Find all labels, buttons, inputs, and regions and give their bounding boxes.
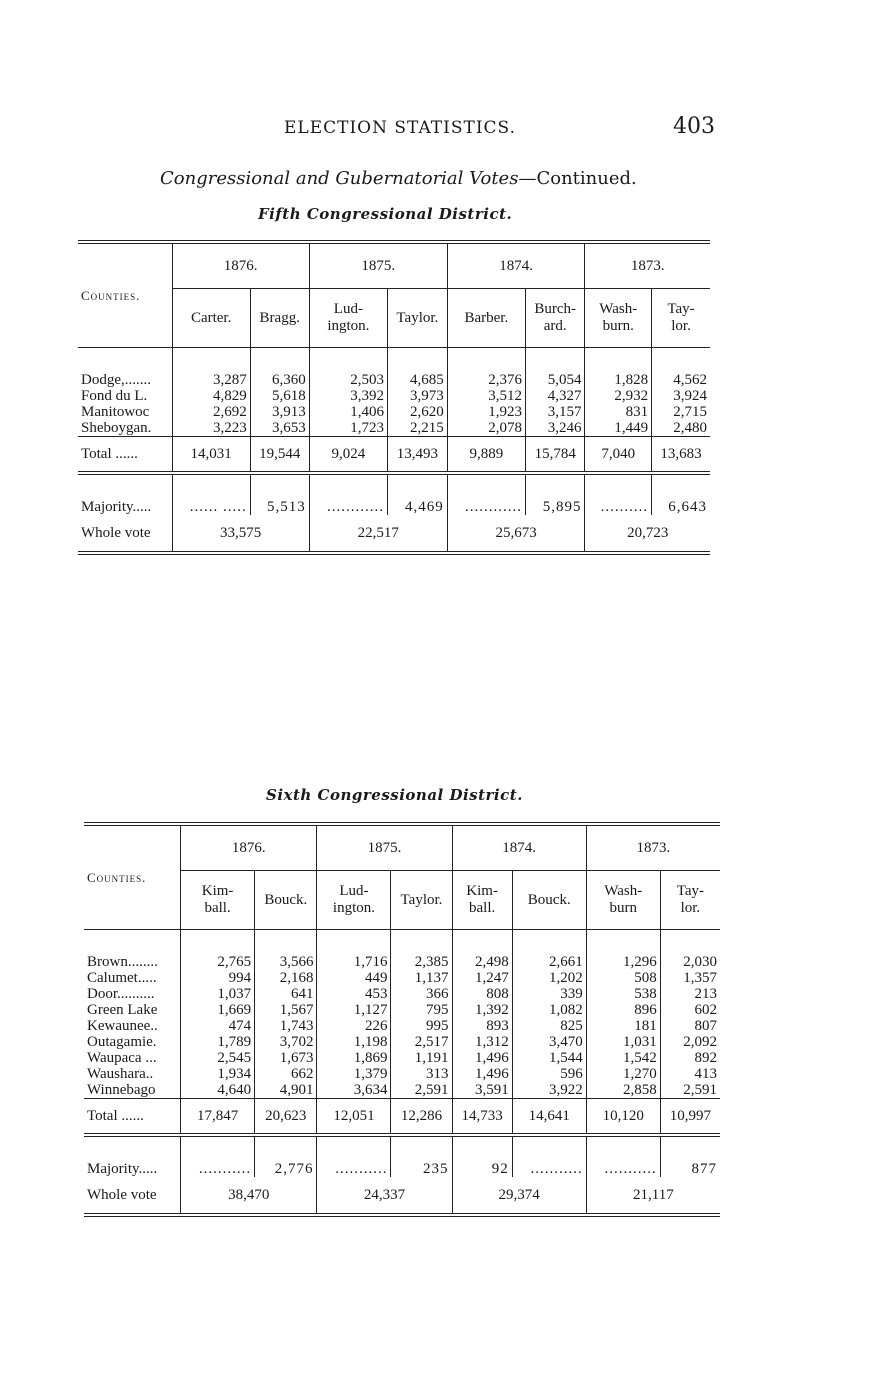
- vote-cell: 1,312: [452, 1034, 512, 1050]
- whole-vote-cell: 24,337: [317, 1177, 452, 1215]
- majority-cell: 877: [660, 1135, 720, 1177]
- spacer-cell: [652, 348, 710, 373]
- total-cell: 19,544: [250, 437, 309, 474]
- vote-cell: 641: [255, 986, 317, 1002]
- vote-cell: 3,973: [387, 388, 447, 404]
- candidate-name-line: Lud-: [333, 301, 363, 317]
- vote-cell: 313: [391, 1066, 452, 1082]
- vote-cell: 3,702: [255, 1034, 317, 1050]
- county-name: Sheboygan.: [81, 420, 152, 436]
- majority-cell: ...........: [512, 1135, 586, 1177]
- vote-cell: 662: [255, 1066, 317, 1082]
- whole-vote-cell: 22,517: [309, 515, 447, 553]
- candidate-header: [309, 289, 387, 348]
- vote-cell: 2,591: [391, 1082, 452, 1099]
- whole-vote-cell: 20,723: [585, 515, 710, 553]
- candidate-name-line: Tay-: [667, 301, 695, 317]
- candidate-header: [317, 871, 391, 930]
- vote-cell: 4,685: [387, 372, 447, 388]
- total-cell: 13,493: [387, 437, 447, 474]
- vote-cell: 2,858: [586, 1082, 660, 1099]
- candidate-name-line: Wash-: [599, 301, 638, 317]
- county-name: Kewaunee..: [87, 1018, 158, 1034]
- majority-cell: 2,776: [255, 1135, 317, 1177]
- candidate-name-line: ard.: [543, 318, 567, 334]
- vote-cell: 4,829: [172, 388, 250, 404]
- page-subtitle: [160, 168, 640, 189]
- spacer-cell: [317, 930, 391, 955]
- vote-cell: 1,723: [309, 420, 387, 437]
- vote-cell: 474: [181, 1018, 255, 1034]
- spacer-row: [78, 348, 710, 373]
- year-header: 1873.: [585, 242, 710, 289]
- majority-cell: 5,895: [525, 473, 584, 515]
- running-head: ELECTION STATISTICS.: [284, 118, 516, 138]
- candidate-header: [585, 289, 652, 348]
- vote-cell: 831: [585, 404, 652, 420]
- vote-cell: 896: [586, 1002, 660, 1018]
- vote-cell: 596: [512, 1066, 586, 1082]
- county-name: Brown........: [87, 954, 158, 970]
- county-row: [84, 1066, 720, 1082]
- vote-cell: 1,673: [255, 1050, 317, 1066]
- vote-cell: 2,480: [652, 420, 710, 437]
- county-name: Door..........: [87, 986, 155, 1002]
- year-header: 1874.: [452, 824, 586, 871]
- vote-cell: 3,566: [255, 954, 317, 970]
- vote-cell: 1,789: [181, 1034, 255, 1050]
- county-name: Green Lake: [87, 1002, 158, 1018]
- vote-cell: 2,591: [660, 1082, 720, 1099]
- vote-cell: 1,716: [317, 954, 391, 970]
- vote-cell: 453: [317, 986, 391, 1002]
- vote-cell: 1,828: [585, 372, 652, 388]
- vote-cell: 3,223: [172, 420, 250, 437]
- candidate-name-line: Carter.: [190, 309, 232, 326]
- vote-cell: 3,653: [250, 420, 309, 437]
- vote-cell: 181: [586, 1018, 660, 1034]
- county-name: Fond du L.: [81, 388, 148, 404]
- total-cell: 7,040: [585, 437, 652, 474]
- vote-cell: 1,496: [452, 1050, 512, 1066]
- vote-cell: 2,661: [512, 954, 586, 970]
- total-cell: 14,733: [452, 1099, 512, 1136]
- year-header-row: [84, 824, 720, 871]
- county-name: Manitowoc: [81, 404, 150, 420]
- spacer-cell: [585, 348, 652, 373]
- spacer-cell: [181, 930, 255, 955]
- vote-cell: 1,270: [586, 1066, 660, 1082]
- majority-cell: 6,643: [652, 473, 710, 515]
- majority-cell: 92: [452, 1135, 512, 1177]
- counties-header: Counties.: [78, 242, 172, 348]
- county-row: [84, 970, 720, 986]
- county-row: [78, 388, 710, 404]
- vote-cell: 1,379: [317, 1066, 391, 1082]
- year-header: 1876.: [172, 242, 309, 289]
- whole-vote-cell: 25,673: [447, 515, 585, 553]
- vote-cell: 1,669: [181, 1002, 255, 1018]
- majority-cell: 4,469: [387, 473, 447, 515]
- spacer-cell: [586, 930, 660, 955]
- spacer-cell: [78, 348, 172, 373]
- county-name: Waupaca ...: [87, 1050, 157, 1066]
- county-row: [78, 404, 710, 420]
- vote-cell: 1,934: [181, 1066, 255, 1082]
- vote-cell: 1,496: [452, 1066, 512, 1082]
- county-row: [84, 1018, 720, 1034]
- candidate-name-line: burn: [609, 900, 638, 916]
- vote-cell: 4,562: [652, 372, 710, 388]
- vote-cell: 3,922: [512, 1082, 586, 1099]
- candidate-header: [181, 871, 255, 930]
- vote-cell: 2,078: [447, 420, 525, 437]
- whole-vote-row: [78, 515, 710, 553]
- candidate-header: [391, 871, 452, 930]
- total-cell: 14,641: [512, 1099, 586, 1136]
- candidate-header: [586, 871, 660, 930]
- vote-cell: 1,191: [391, 1050, 452, 1066]
- vote-cell: 1,247: [452, 970, 512, 986]
- candidate-name-line: ington.: [332, 900, 376, 916]
- county-name: Calumet.....: [87, 970, 157, 986]
- county-name: Outagamie.: [87, 1034, 157, 1050]
- vote-cell: 2,385: [391, 954, 452, 970]
- year-header: 1874.: [447, 242, 585, 289]
- candidate-header-row: [78, 289, 710, 348]
- vote-cell: 602: [660, 1002, 720, 1018]
- vote-cell: 5,618: [250, 388, 309, 404]
- vote-cell: 5,054: [525, 372, 584, 388]
- majority-label: Majority.....: [81, 499, 152, 515]
- candidate-header: [452, 871, 512, 930]
- vote-cell: 413: [660, 1066, 720, 1082]
- spacer-cell: [512, 930, 586, 955]
- candidate-name-line: Kim-: [201, 883, 234, 899]
- county-row: [84, 986, 720, 1002]
- vote-cell: 2,498: [452, 954, 512, 970]
- vote-cell: 3,157: [525, 404, 584, 420]
- candidate-name-line: Barber.: [464, 309, 509, 326]
- vote-cell: 2,692: [172, 404, 250, 420]
- vote-cell: 3,287: [172, 372, 250, 388]
- vote-cell: 6,360: [250, 372, 309, 388]
- vote-cell: 449: [317, 970, 391, 986]
- vote-cell: 3,591: [452, 1082, 512, 1099]
- spacer-cell: [391, 930, 452, 955]
- spacer-cell: [387, 348, 447, 373]
- vote-cell: 1,567: [255, 1002, 317, 1018]
- vote-cell: 1,137: [391, 970, 452, 986]
- candidate-name-line: Tay-: [676, 883, 705, 899]
- candidate-header: [512, 871, 586, 930]
- candidate-name-line: Bouck.: [527, 891, 571, 908]
- total-cell: 13,683: [652, 437, 710, 474]
- majority-cell: ...........: [317, 1135, 391, 1177]
- vote-cell: 4,640: [181, 1082, 255, 1099]
- vote-cell: 1,198: [317, 1034, 391, 1050]
- total-cell: 14,031: [172, 437, 250, 474]
- county-name: Waushara..: [87, 1066, 154, 1082]
- vote-cell: 2,715: [652, 404, 710, 420]
- total-cell: 12,051: [317, 1099, 391, 1136]
- county-row: [84, 1082, 720, 1099]
- vote-cell: 3,246: [525, 420, 584, 437]
- majority-cell: ...... .....: [172, 473, 250, 515]
- spacer-row: [84, 930, 720, 955]
- candidate-name-line: Bragg.: [259, 309, 300, 326]
- majority-row: [78, 473, 710, 515]
- vote-cell: 3,634: [317, 1082, 391, 1099]
- spacer-cell: [452, 930, 512, 955]
- vote-cell: 3,913: [250, 404, 309, 420]
- majority-cell: 5,513: [250, 473, 309, 515]
- vote-cell: 1,127: [317, 1002, 391, 1018]
- vote-cell: 366: [391, 986, 452, 1002]
- county-name: Winnebago: [87, 1082, 156, 1098]
- vote-cell: 1,869: [317, 1050, 391, 1066]
- vote-cell: 994: [181, 970, 255, 986]
- candidate-name-line: Lud-: [339, 883, 369, 899]
- whole-vote-cell: 29,374: [452, 1177, 586, 1215]
- spacer-cell: [250, 348, 309, 373]
- vote-cell: 2,092: [660, 1034, 720, 1050]
- vote-cell: 3,470: [512, 1034, 586, 1050]
- vote-cell: 1,296: [586, 954, 660, 970]
- whole-vote-label: Whole vote: [87, 1187, 157, 1203]
- candidate-name-line: Wash-: [604, 883, 643, 899]
- fifth-district-title: Fifth Congressional District.: [258, 205, 513, 223]
- vote-cell: 1,031: [586, 1034, 660, 1050]
- vote-cell: 2,215: [387, 420, 447, 437]
- counties-header: Counties.: [84, 824, 181, 930]
- total-label: Total ......: [78, 437, 172, 474]
- vote-cell: 3,392: [309, 388, 387, 404]
- vote-cell: 892: [660, 1050, 720, 1066]
- candidate-name-line: Kim-: [466, 883, 498, 899]
- vote-cell: 2,168: [255, 970, 317, 986]
- majority-row: [84, 1135, 720, 1177]
- spacer-cell: [447, 348, 525, 373]
- subtitle-italic: Congressional and Gubernatorial Votes: [160, 168, 519, 189]
- total-cell: 12,286: [391, 1099, 452, 1136]
- whole-vote-cell: 33,575: [172, 515, 309, 553]
- total-cell: 20,623: [255, 1099, 317, 1136]
- vote-cell: 1,449: [585, 420, 652, 437]
- majority-cell: ..........: [585, 473, 652, 515]
- vote-cell: 825: [512, 1018, 586, 1034]
- vote-cell: 4,327: [525, 388, 584, 404]
- spacer-cell: [255, 930, 317, 955]
- majority-cell: ...........: [181, 1135, 255, 1177]
- candidate-name-line: ball.: [469, 900, 496, 916]
- county-name: Dodge,.......: [81, 372, 151, 388]
- county-row: [78, 420, 710, 437]
- spacer-cell: [172, 348, 250, 373]
- county-row: [78, 372, 710, 388]
- year-header-row: [78, 242, 710, 289]
- vote-cell: 1,357: [660, 970, 720, 986]
- candidate-header: [652, 289, 710, 348]
- vote-cell: 213: [660, 986, 720, 1002]
- candidate-name-line: lor.: [671, 318, 691, 334]
- sixth-district-title: Sixth Congressional District.: [266, 786, 523, 804]
- candidate-name-line: burn.: [602, 318, 634, 334]
- vote-cell: 1,202: [512, 970, 586, 986]
- page-number: 403: [673, 114, 715, 139]
- total-cell: 10,997: [660, 1099, 720, 1136]
- vote-cell: 538: [586, 986, 660, 1002]
- year-header: 1875.: [317, 824, 452, 871]
- total-cell: 17,847: [181, 1099, 255, 1136]
- candidate-name-line: Taylor.: [400, 891, 443, 908]
- vote-cell: 2,030: [660, 954, 720, 970]
- total-row: [78, 437, 710, 474]
- candidate-name-line: Taylor.: [396, 309, 439, 326]
- vote-cell: 1,743: [255, 1018, 317, 1034]
- subtitle-rest: —Continued.: [518, 168, 637, 189]
- county-row: [84, 1002, 720, 1018]
- vote-cell: 807: [660, 1018, 720, 1034]
- total-cell: 9,889: [447, 437, 525, 474]
- vote-cell: 4,901: [255, 1082, 317, 1099]
- candidate-header: [250, 289, 309, 348]
- vote-cell: 2,376: [447, 372, 525, 388]
- vote-cell: 1,544: [512, 1050, 586, 1066]
- vote-cell: 795: [391, 1002, 452, 1018]
- majority-cell: ............: [447, 473, 525, 515]
- spacer-cell: [309, 348, 387, 373]
- vote-cell: 3,512: [447, 388, 525, 404]
- majority-cell: 235: [391, 1135, 452, 1177]
- candidate-name-line: ington.: [327, 318, 370, 334]
- year-header: 1873.: [586, 824, 720, 871]
- county-row: [84, 1050, 720, 1066]
- candidate-name-line: ball.: [204, 900, 231, 916]
- county-row: [84, 954, 720, 970]
- total-cell: 10,120: [586, 1099, 660, 1136]
- vote-cell: 226: [317, 1018, 391, 1034]
- fifth-district-table: [78, 240, 710, 555]
- total-cell: 9,024: [309, 437, 387, 474]
- vote-cell: 2,620: [387, 404, 447, 420]
- vote-cell: 508: [586, 970, 660, 986]
- sixth-district-table: [84, 822, 720, 1217]
- majority-cell: ............: [309, 473, 387, 515]
- total-label: Total ......: [84, 1099, 181, 1136]
- vote-cell: 2,932: [585, 388, 652, 404]
- vote-cell: 1,082: [512, 1002, 586, 1018]
- county-row: [84, 1034, 720, 1050]
- vote-cell: 1,406: [309, 404, 387, 420]
- whole-vote-row: [84, 1177, 720, 1215]
- vote-cell: 339: [512, 986, 586, 1002]
- vote-cell: 1,037: [181, 986, 255, 1002]
- vote-cell: 1,923: [447, 404, 525, 420]
- vote-cell: 1,542: [586, 1050, 660, 1066]
- candidate-name-line: Bouck.: [264, 891, 308, 908]
- candidate-header: [447, 289, 525, 348]
- candidate-header: [387, 289, 447, 348]
- spacer-cell: [660, 930, 720, 955]
- whole-vote-cell: 21,117: [586, 1177, 720, 1215]
- candidate-header: [660, 871, 720, 930]
- majority-label: Majority.....: [87, 1161, 158, 1177]
- majority-cell: ...........: [586, 1135, 660, 1177]
- year-header: 1876.: [181, 824, 317, 871]
- vote-cell: 995: [391, 1018, 452, 1034]
- candidate-header: [172, 289, 250, 348]
- vote-cell: 2,503: [309, 372, 387, 388]
- candidate-name-line: lor.: [680, 900, 701, 916]
- whole-vote-cell: 38,470: [181, 1177, 317, 1215]
- candidate-header: [255, 871, 317, 930]
- vote-cell: 3,924: [652, 388, 710, 404]
- total-cell: 15,784: [525, 437, 584, 474]
- candidate-name-line: Burch-: [534, 301, 577, 317]
- vote-cell: 2,765: [181, 954, 255, 970]
- vote-cell: 808: [452, 986, 512, 1002]
- spacer-cell: [525, 348, 584, 373]
- vote-cell: 2,517: [391, 1034, 452, 1050]
- candidate-header: [525, 289, 584, 348]
- spacer-cell: [84, 930, 181, 955]
- year-header: 1875.: [309, 242, 447, 289]
- total-row: [84, 1099, 720, 1136]
- whole-vote-label: Whole vote: [81, 525, 151, 541]
- vote-cell: 2,545: [181, 1050, 255, 1066]
- vote-cell: 1,392: [452, 1002, 512, 1018]
- vote-cell: 893: [452, 1018, 512, 1034]
